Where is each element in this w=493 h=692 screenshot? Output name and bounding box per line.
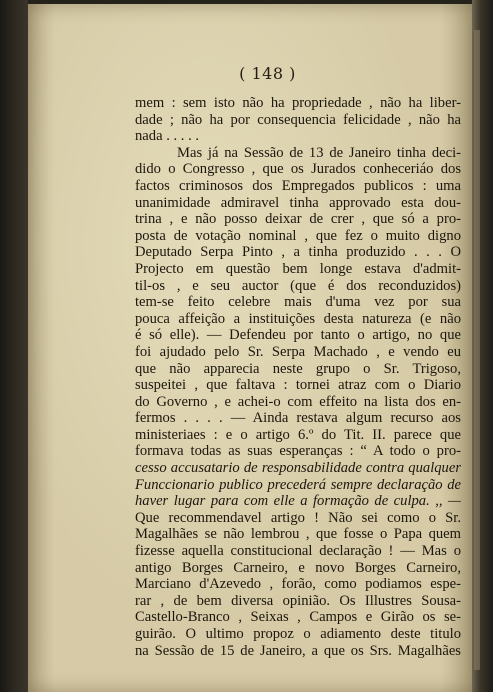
text-line: foi ajudado pelo Sr. Serpa Machado , e vendo eu <box>135 343 461 360</box>
text-line: rar , de bem diversa opinião. Os Illustres Sousa- <box>135 592 461 609</box>
text-line: é só elle). — Defendeu por tanto o artigo, no que <box>135 327 461 344</box>
text-line: cesso accusatario de responsabilidade contra qualquer <box>135 460 461 477</box>
text-line: ministeriaes : e o artigo 6.º do Tit. II. parece que <box>135 426 461 443</box>
text-line: fizesse aquella constitucional declaração ! — Mas o <box>135 543 461 560</box>
text-line: formava todas as suas esperanças : “ A todo o pro- <box>135 443 461 460</box>
text-line: trina , e não posso deixar de crer , que só a pro- <box>135 211 461 228</box>
body-text <box>135 95 461 659</box>
text-line: haver lugar para com elle a formação de culpa. ,, — <box>135 493 461 510</box>
text-line: tem-se feito celebre mais d'uma vez por sua <box>135 294 461 311</box>
text-line: Castello-Branco , Seixas , Campos e Girão os se- <box>135 609 461 626</box>
text-line: dade ; não ha por consequencia felicidade , não ha <box>135 111 461 128</box>
text-line: Mas já na Sessão de 13 de Janeiro tinha deci- <box>177 144 461 161</box>
text-line: na Sessão de 15 de Janeiro, a que os Srs. Magalhães <box>135 642 461 659</box>
binding-shadow <box>0 0 28 692</box>
text-line: Que recommendavel artigo ! Não sei como o Sr. <box>135 509 461 526</box>
text-line: que não apparecia neste grupo o Sr. Trigoso, <box>135 360 461 377</box>
text-line: Projecto em questão bem longe estava d'admit- <box>135 260 461 277</box>
text-line: Funccionario publico precederá sempre declaração de <box>135 476 461 493</box>
text-line: unanimidade admiravel tinha approvado esta dou- <box>135 194 461 211</box>
text-line: mem : sem isto não ha propriedade , não ha liber- <box>135 95 461 111</box>
text-line: do Governo , e achei-o com effeito na lista dos en- <box>135 393 461 410</box>
text-line: Magalhães se não lembrou , que fosse o Papa quem <box>135 526 461 543</box>
text-line: guirão. O ultimo propoz o adiamento deste titulo <box>135 626 461 642</box>
page-number: ( 148 ) <box>239 64 296 83</box>
text-line: pouca affeição a instituições desta natureza (e não <box>135 310 461 327</box>
text-line: posta de votação nominal , que fez o muito digno <box>135 227 461 244</box>
page-edge-sliver <box>474 30 480 670</box>
text-line: til-os , e seu auctor (que é dos reconduzidos) <box>135 277 461 294</box>
text-line: Deputado Serpa Pinto , a tinha produzido . . . O <box>135 244 461 261</box>
text-line: factos criminosos dos Empregados publicos : uma <box>135 177 461 194</box>
page-edge <box>472 0 493 692</box>
text-line: fermos . . . . — Ainda restava algum recurso aos <box>135 410 461 427</box>
text-line: antigo Borges Carneiro, e novo Borges Carneiro, <box>135 559 461 576</box>
text-line: dido o Congresso , que os Jurados conheceriáo dos <box>135 161 461 178</box>
text-line: Marciano d'Azevedo , forão, como podiamos espe- <box>135 576 461 593</box>
text-line: nada . . . . . <box>135 128 200 145</box>
text-line: suspeitei , que faltava : tornei atraz com o Diario <box>135 377 461 394</box>
